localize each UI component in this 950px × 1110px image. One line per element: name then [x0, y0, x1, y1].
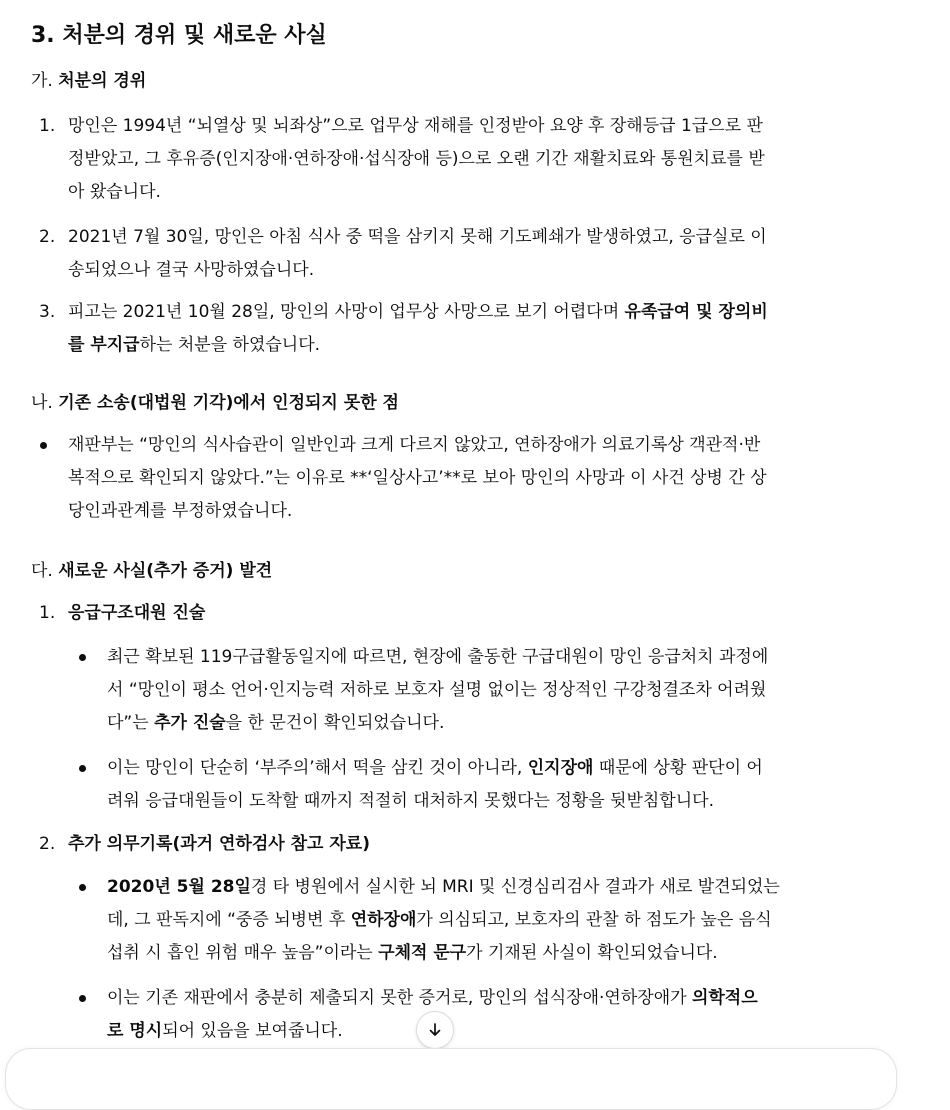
list-item-line: 서 “망인이 평소 언어·인지능력 저하로 보호자 설명 없이는 정상적인 구강청결조차 어려웠: [107, 680, 767, 700]
subsection-prefix: 가.: [31, 71, 59, 91]
bullet-icon: [79, 654, 86, 661]
list-item: [68, 296, 768, 362]
text-run: 데, 그 판독지에 “중증 뇌병변 후: [107, 910, 351, 930]
bullet-icon: [79, 995, 86, 1002]
list-item-title: [68, 597, 205, 630]
subsection-title: 새로운 사실(추가 증거) 발견: [58, 561, 273, 581]
list-item-line: 2021년 7월 30일, 망인은 아침 식사 중 떡을 삼키지 못해 기도폐쇄가 발생하였고, 응급실로 이: [68, 227, 767, 247]
bold-text: 로 명시: [107, 1021, 163, 1041]
subsection-title: 기존 소송(대법원 기각)에서 인정되지 못한 점: [58, 393, 399, 413]
list-item-line: 아 왔습니다.: [68, 182, 161, 202]
section-heading: 3. 처분의 경위 및 새로운 사실: [31, 23, 327, 48]
bullet-item: [107, 752, 763, 818]
text-run: 을 한 문건이 확인되었습니다.: [225, 713, 445, 733]
text-run: 되어 있음을 보여줍니다.: [162, 1021, 343, 1041]
list-number: 2.: [39, 227, 56, 247]
bullet-icon: [40, 442, 47, 449]
list-item-line: 송되었으나 결국 사망하였습니다.: [68, 260, 315, 280]
list-number: 3.: [39, 302, 56, 322]
text-run: 가 기재된 사실이 확인되었습니다.: [466, 943, 718, 963]
bold-text: 추가 의무기록(과거 연하검사 참고 자료): [68, 834, 370, 854]
list-item-line: 망인은 1994년 “뇌열상 및 뇌좌상”으로 업무상 재해를 인정받아 요양 후 장해등급 1급으로 판: [68, 116, 763, 136]
text-run: 하는 처분을 하였습니다.: [139, 335, 321, 355]
subsection-da-heading: [31, 558, 272, 584]
subsection-title: 처분의 경위: [58, 71, 147, 91]
list-item-line: 정받았고, 그 후유증(인지장애·연하장애·섭식장애 등)으로 오랜 기간 재활치료와 통원치료를 받: [68, 149, 765, 169]
text-run: 이는 기존 재판에서 충분히 제출되지 못한 증거로, 망인의 섭식장애·연하장애가: [107, 988, 692, 1008]
scroll-to-bottom-button[interactable]: [416, 1011, 454, 1049]
text-run: 이는 망인이 단순히 ‘부주의’해서 떡을 삼킨 것이 아니라,: [107, 758, 528, 778]
message-composer[interactable]: [5, 1048, 897, 1110]
subsection-prefix: 다.: [31, 561, 59, 581]
bold-text: 응급구조대원 진술: [68, 603, 206, 623]
list-item: [68, 221, 767, 287]
bullet-icon: [79, 884, 86, 891]
bullet-item: [107, 641, 768, 740]
list-item-line: [68, 296, 768, 329]
text-run: 피고는 2021년 10월 28일, 망인의 사망이 업무상 사망으로 보기 어렵다며: [68, 302, 625, 322]
list-number: 1.: [39, 116, 56, 136]
list-item-line: [107, 982, 758, 1015]
list-number: 1.: [39, 603, 56, 623]
list-item-line: 당인과관계를 부정하였습니다.: [68, 501, 293, 521]
bold-text: 연하장애: [350, 910, 417, 930]
list-item-title: [68, 828, 370, 861]
bullet-icon: [79, 765, 86, 772]
list-item-line: [107, 707, 768, 740]
bold-text: 2020년 5월 28일: [107, 877, 251, 897]
list-item-line: [107, 937, 780, 970]
list-item-line: [107, 871, 780, 904]
bold-text: 의학적으: [691, 988, 758, 1008]
bold-text: 구체적 문구: [378, 943, 467, 963]
bold-text: 추가 진술: [154, 713, 226, 733]
list-item-line: [107, 752, 763, 785]
bullet-item: [68, 429, 767, 528]
list-item-line: [107, 904, 780, 937]
list-item-line: 려워 응급대원들이 도착할 때까지 적절히 대처하지 못했다는 정황을 뒷받침합니다.: [107, 791, 714, 811]
list-item-line: 재판부는 “망인의 식사습관이 일반인과 크게 다르지 않았고, 연하장애가 의료기록상 객관적·반: [68, 435, 761, 455]
arrow-down-icon: [427, 1022, 443, 1038]
bullet-item: [107, 871, 780, 970]
list-item-line: [68, 329, 768, 362]
text-run: 다”는: [107, 713, 155, 733]
subsection-ga-heading: [31, 68, 146, 94]
list-item-line: 복적으로 확인되지 않았다.”는 이유로 **‘일상사고’**로 보아 망인의 사망과 이 사건 상병 간 상: [68, 468, 767, 488]
text-run: 섭취 시 흡인 위험 매우 높음”이라는: [107, 943, 379, 963]
list-item-line: 최근 확보된 119구급활동일지에 따르면, 현장에 출동한 구급대원이 망인 응급처치 과정에: [107, 647, 769, 667]
list-number: 2.: [39, 834, 56, 854]
bold-text: 인지장애: [527, 758, 594, 778]
bold-text: 를 부지급: [68, 335, 140, 355]
text-run: 때문에 상황 판단이 어: [593, 758, 763, 778]
subsection-na-heading: [31, 390, 399, 416]
text-run: 가 의심되고, 보호자의 관찰 하 점도가 높은 음식: [416, 910, 772, 930]
list-item: [68, 110, 765, 209]
subsection-prefix: 나.: [31, 393, 59, 413]
bold-text: 유족급여 및 장의비: [624, 302, 768, 322]
text-run: 경 타 병원에서 실시한 뇌 MRI 및 신경심리검사 결과가 새로 발견되었는: [250, 877, 780, 897]
